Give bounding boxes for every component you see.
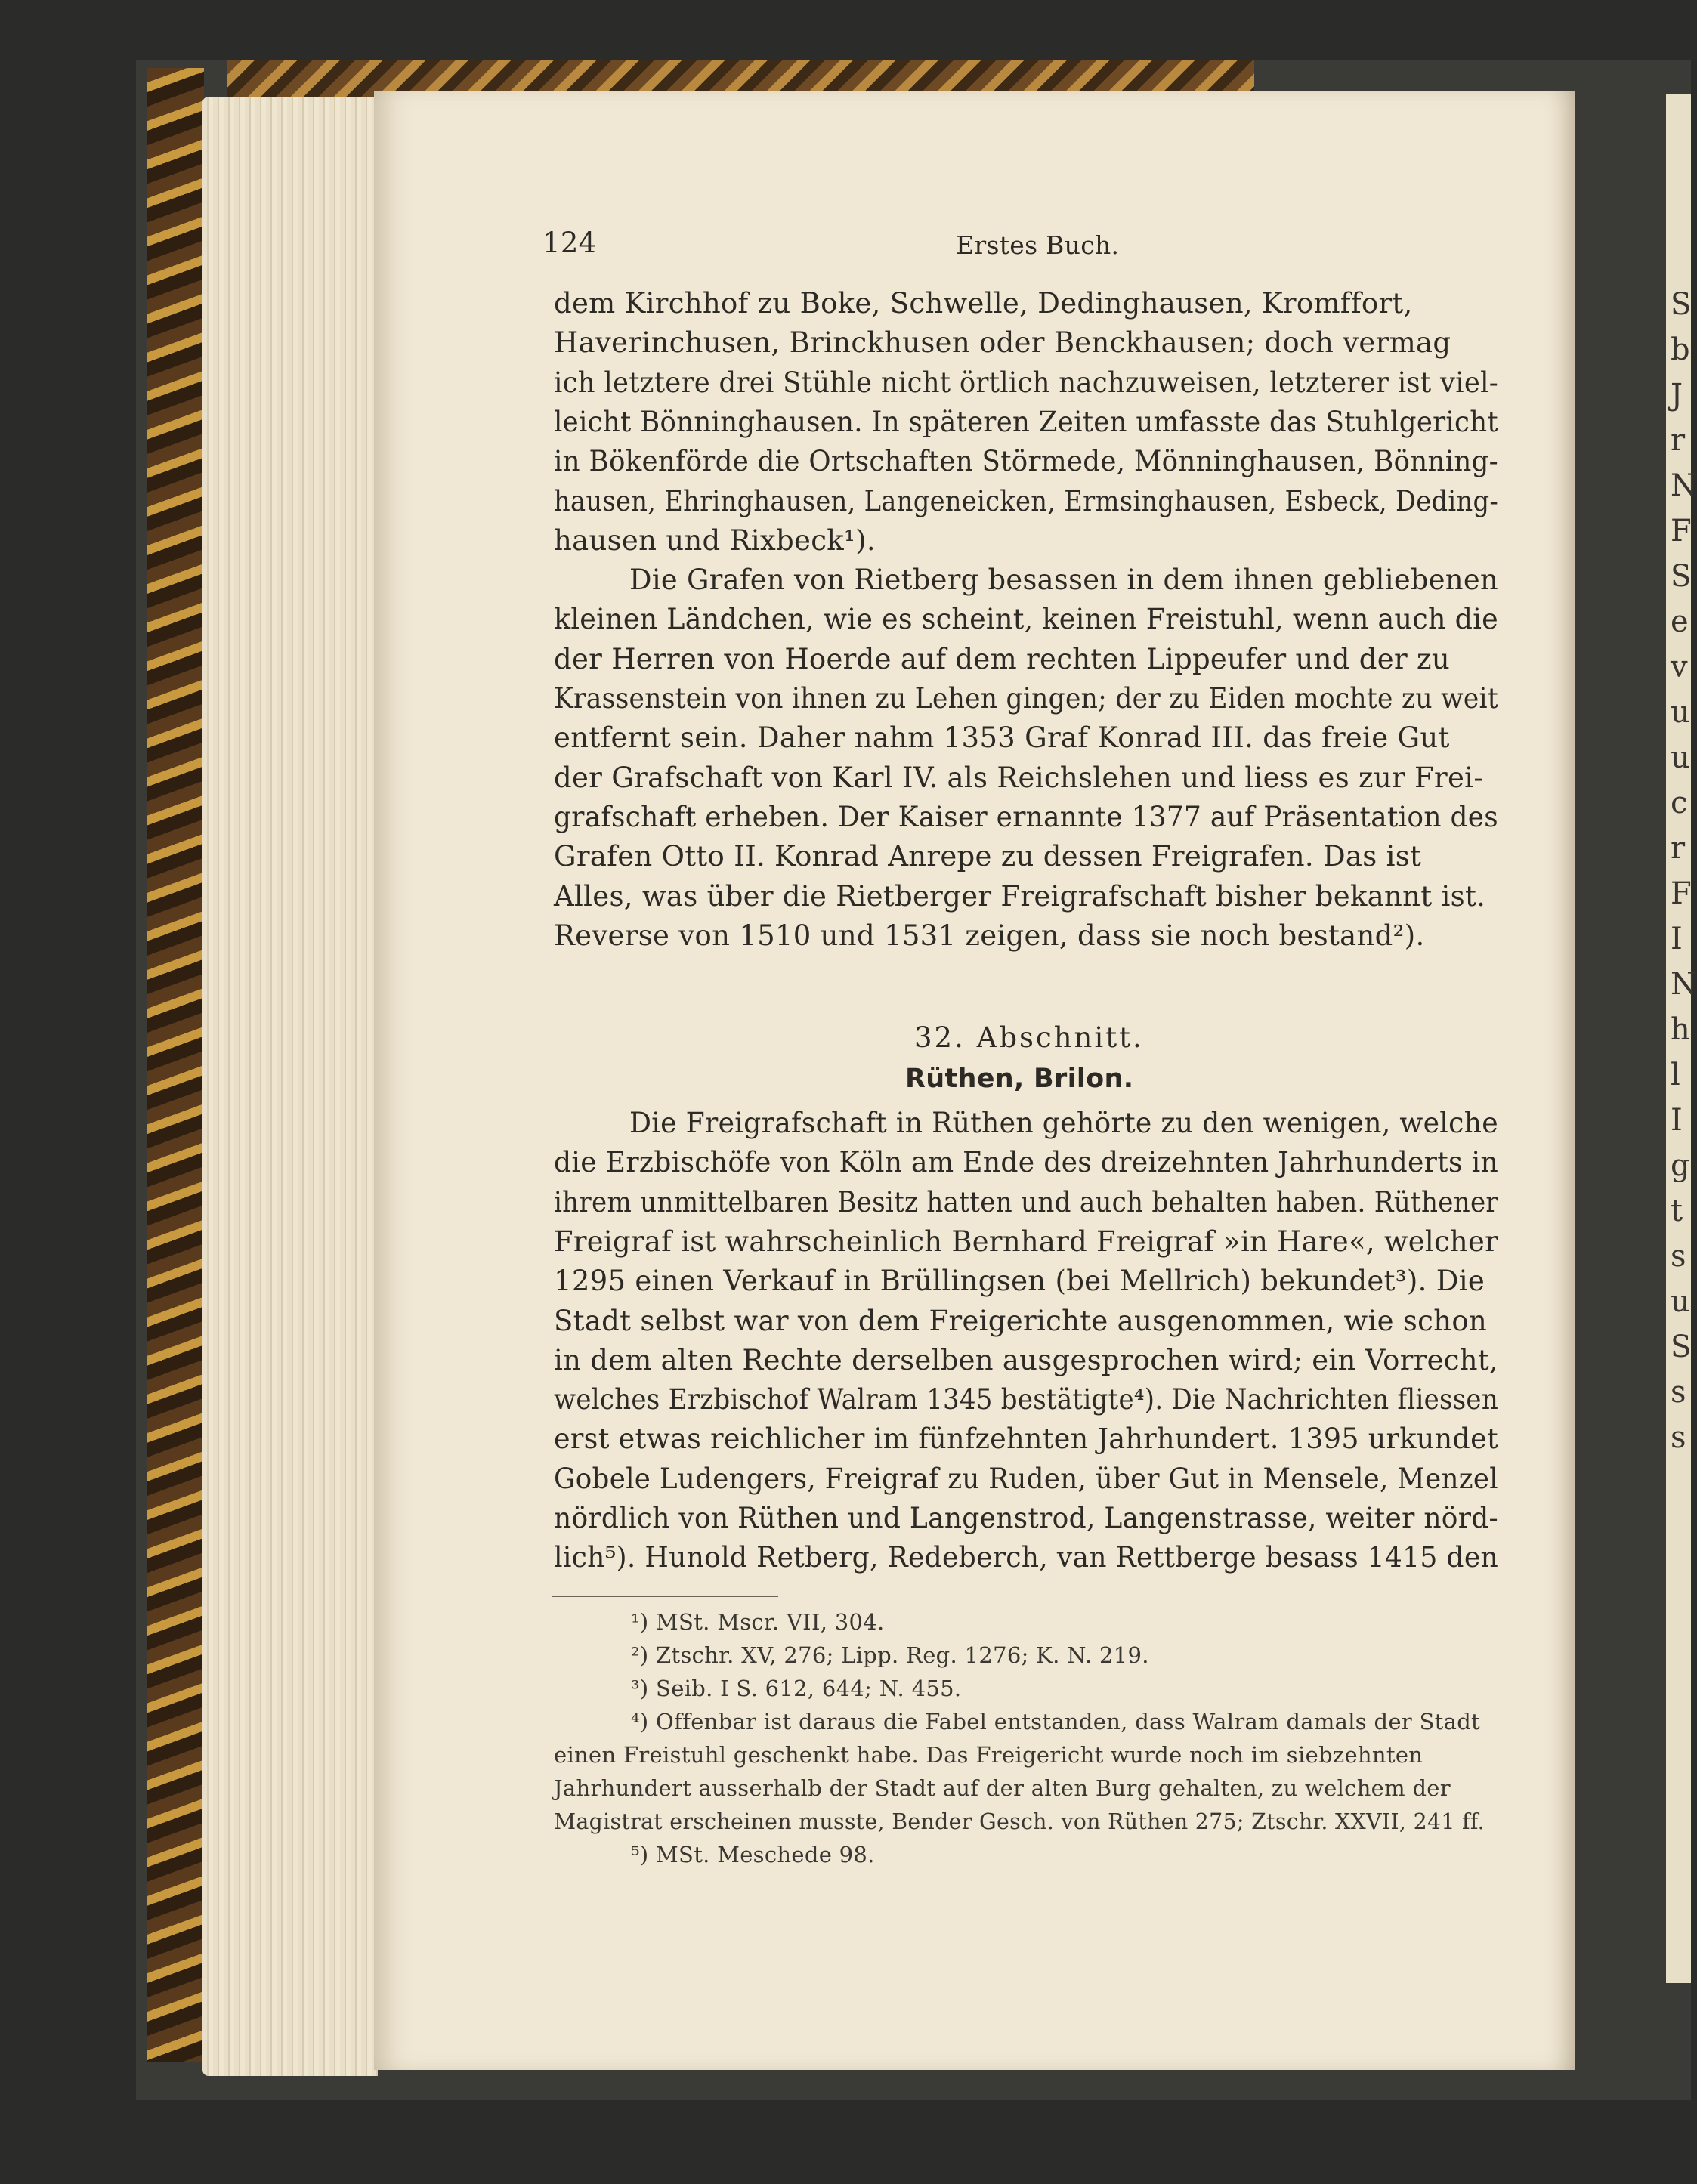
- text-line: leicht Bönninghausen. In späteren Zeiten umfasste das Stuhlgericht: [554, 405, 1498, 438]
- text-line: lich⁵). Hunold Retberg, Redeberch, van Rettberge besass 1415 den: [554, 1541, 1498, 1574]
- text-line: die Erzbischöfe von Köln am Ende des dreizehnten Jahrhunderts in: [554, 1146, 1498, 1179]
- text-line: hausen und Rixbeck¹).: [554, 524, 876, 557]
- next-page-letter: F: [1671, 514, 1692, 548]
- text-line: der Grafschaft von Karl IV. als Reichslehen und liess es zur Frei-: [554, 761, 1484, 794]
- text-line: Reverse von 1510 und 1531 zeigen, dass sie noch bestand²).: [554, 919, 1425, 952]
- footnote-line: Magistrat erscheinen musste, Bender Gesch. von Rüthen 275; Ztschr. XXVII, 241 ff.: [554, 1809, 1485, 1834]
- text-line: ich letztere drei Stühle nicht örtlich nachzuweisen, letzterer ist viel-: [554, 366, 1498, 399]
- section-number: 32. Abschnitt.: [914, 1021, 1144, 1054]
- text-line: entfernt sein. Daher nahm 1353 Graf Konrad III. das freie Gut: [554, 721, 1450, 755]
- next-page-letter: S: [1671, 1330, 1692, 1364]
- next-page-letter: s: [1671, 1239, 1686, 1274]
- text-line: der Herren von Hoerde auf dem rechten Lippeufer und der zu: [554, 642, 1450, 675]
- text-line: Stadt selbst war von dem Freigerichte ausgenommen, wie schon: [554, 1304, 1488, 1337]
- next-page-letter: u: [1671, 740, 1690, 775]
- page-number: 124: [542, 227, 597, 259]
- text-line: Grafen Otto II. Konrad Anrepe zu dessen Freigrafen. Das ist: [554, 840, 1422, 873]
- text-line: in dem alten Rechte derselben ausgesprochen wird; ein Vorrecht,: [554, 1343, 1498, 1376]
- next-page-letter: I: [1671, 1103, 1683, 1138]
- text-line: Alles, was über die Rietberger Freigrafschaft bisher bekannt ist.: [554, 879, 1486, 913]
- footnote-line: ⁵) MSt. Meschede 98.: [631, 1842, 875, 1867]
- next-page-letter: v: [1671, 650, 1688, 684]
- footnote-line: ⁴) Offenbar ist daraus die Fabel entstanden, dass Walram damals der Stadt: [631, 1709, 1481, 1735]
- next-page-letter: F: [1671, 876, 1692, 911]
- text-line: erst etwas reichlicher im fünfzehnten Jahrhundert. 1395 urkundet: [554, 1423, 1498, 1456]
- section-title: Rüthen, Brilon.: [905, 1064, 1134, 1094]
- next-page-edge: [1666, 94, 1697, 1983]
- next-page-letter: S: [1671, 559, 1692, 594]
- text-line: 1295 einen Verkauf in Brüllingsen (bei Mellrich) bekundet³). Die: [554, 1265, 1485, 1298]
- next-page-letter: r: [1671, 423, 1686, 458]
- footnote-line: einen Freistuhl geschenkt habe. Das Freigericht wurde noch im siebzehnten: [554, 1742, 1423, 1768]
- footnote-line: ¹) MSt. Mscr. VII, 304.: [631, 1609, 885, 1635]
- text-line: Die Grafen von Rietberg besassen in dem ihnen gebliebenen: [629, 564, 1498, 597]
- page-stack-edge: [202, 97, 378, 2076]
- text-line: ihrem unmittelbaren Besitz hatten und auch behalten haben. Rüthener: [554, 1185, 1498, 1219]
- text-line: in Bökenförde die Ortschaften Störmede, Mönninghausen, Bönning-: [554, 445, 1498, 478]
- next-page-letter: e: [1671, 604, 1689, 639]
- marbled-edge-left: [147, 68, 204, 2062]
- text-line: Freigraf ist wahrscheinlich Bernhard Freigraf »in Hare«, welcher: [554, 1225, 1498, 1258]
- footnote-line: ³) Seib. I S. 612, 644; N. 455.: [631, 1676, 962, 1701]
- footnote-line: ²) Ztschr. XV, 276; Lipp. Reg. 1276; K. N. 219.: [631, 1642, 1149, 1668]
- next-page-letter: S: [1671, 287, 1692, 322]
- text-line: kleinen Ländchen, wie es scheint, keinen Freistuhl, wenn auch die: [554, 603, 1498, 636]
- text-line: Haverinchusen, Brinckhusen oder Benckhausen; doch vermag: [554, 326, 1451, 360]
- text-line: dem Kirchhof zu Boke, Schwelle, Dedinghausen, Kromffort,: [554, 287, 1413, 320]
- next-page-letter: N: [1671, 967, 1697, 1002]
- text-line: Krassenstein von ihnen zu Lehen gingen; der zu Eiden mochte zu weit: [554, 682, 1498, 715]
- text-line: grafschaft erheben. Der Kaiser ernannte 1377 auf Präsentation des: [554, 800, 1498, 833]
- footnote-line: Jahrhundert ausserhalb der Stadt auf der alten Burg gehalten, zu welchem der: [554, 1775, 1451, 1801]
- next-page-letter: N: [1671, 468, 1697, 503]
- next-page-letter: h: [1671, 1012, 1690, 1047]
- next-page-letter: s: [1671, 1375, 1686, 1410]
- footnote-rule: [552, 1596, 778, 1597]
- next-page-letter: b: [1671, 332, 1690, 367]
- next-page-letter: u: [1671, 695, 1690, 730]
- text-line: hausen, Ehringhausen, Langeneicken, Ermsinghausen, Esbeck, Deding-: [554, 484, 1498, 517]
- next-page-letter: c: [1671, 786, 1688, 820]
- next-page-letter: s: [1671, 1420, 1686, 1455]
- next-page-letter: g: [1671, 1148, 1690, 1183]
- next-page-letter: J: [1671, 378, 1683, 412]
- next-page-letter: I: [1671, 922, 1683, 956]
- text-line: nördlich von Rüthen und Langenstrod, Langenstrasse, weiter nörd-: [554, 1502, 1498, 1534]
- next-page-letter: u: [1671, 1284, 1690, 1319]
- next-page-letter: t: [1671, 1194, 1683, 1228]
- text-line: Gobele Ludengers, Freigraf zu Ruden, über Gut in Mensele, Menzel: [554, 1462, 1498, 1495]
- running-title: Erstes Buch.: [956, 230, 1120, 260]
- next-page-letter: l: [1671, 1058, 1680, 1092]
- text-line: Die Freigrafschaft in Rüthen gehörte zu den wenigen, welche: [629, 1107, 1498, 1139]
- text-line: welches Erzbischof Walram 1345 bestätigte⁴). Die Nachrichten fliessen: [554, 1383, 1498, 1416]
- next-page-letter: r: [1671, 831, 1686, 866]
